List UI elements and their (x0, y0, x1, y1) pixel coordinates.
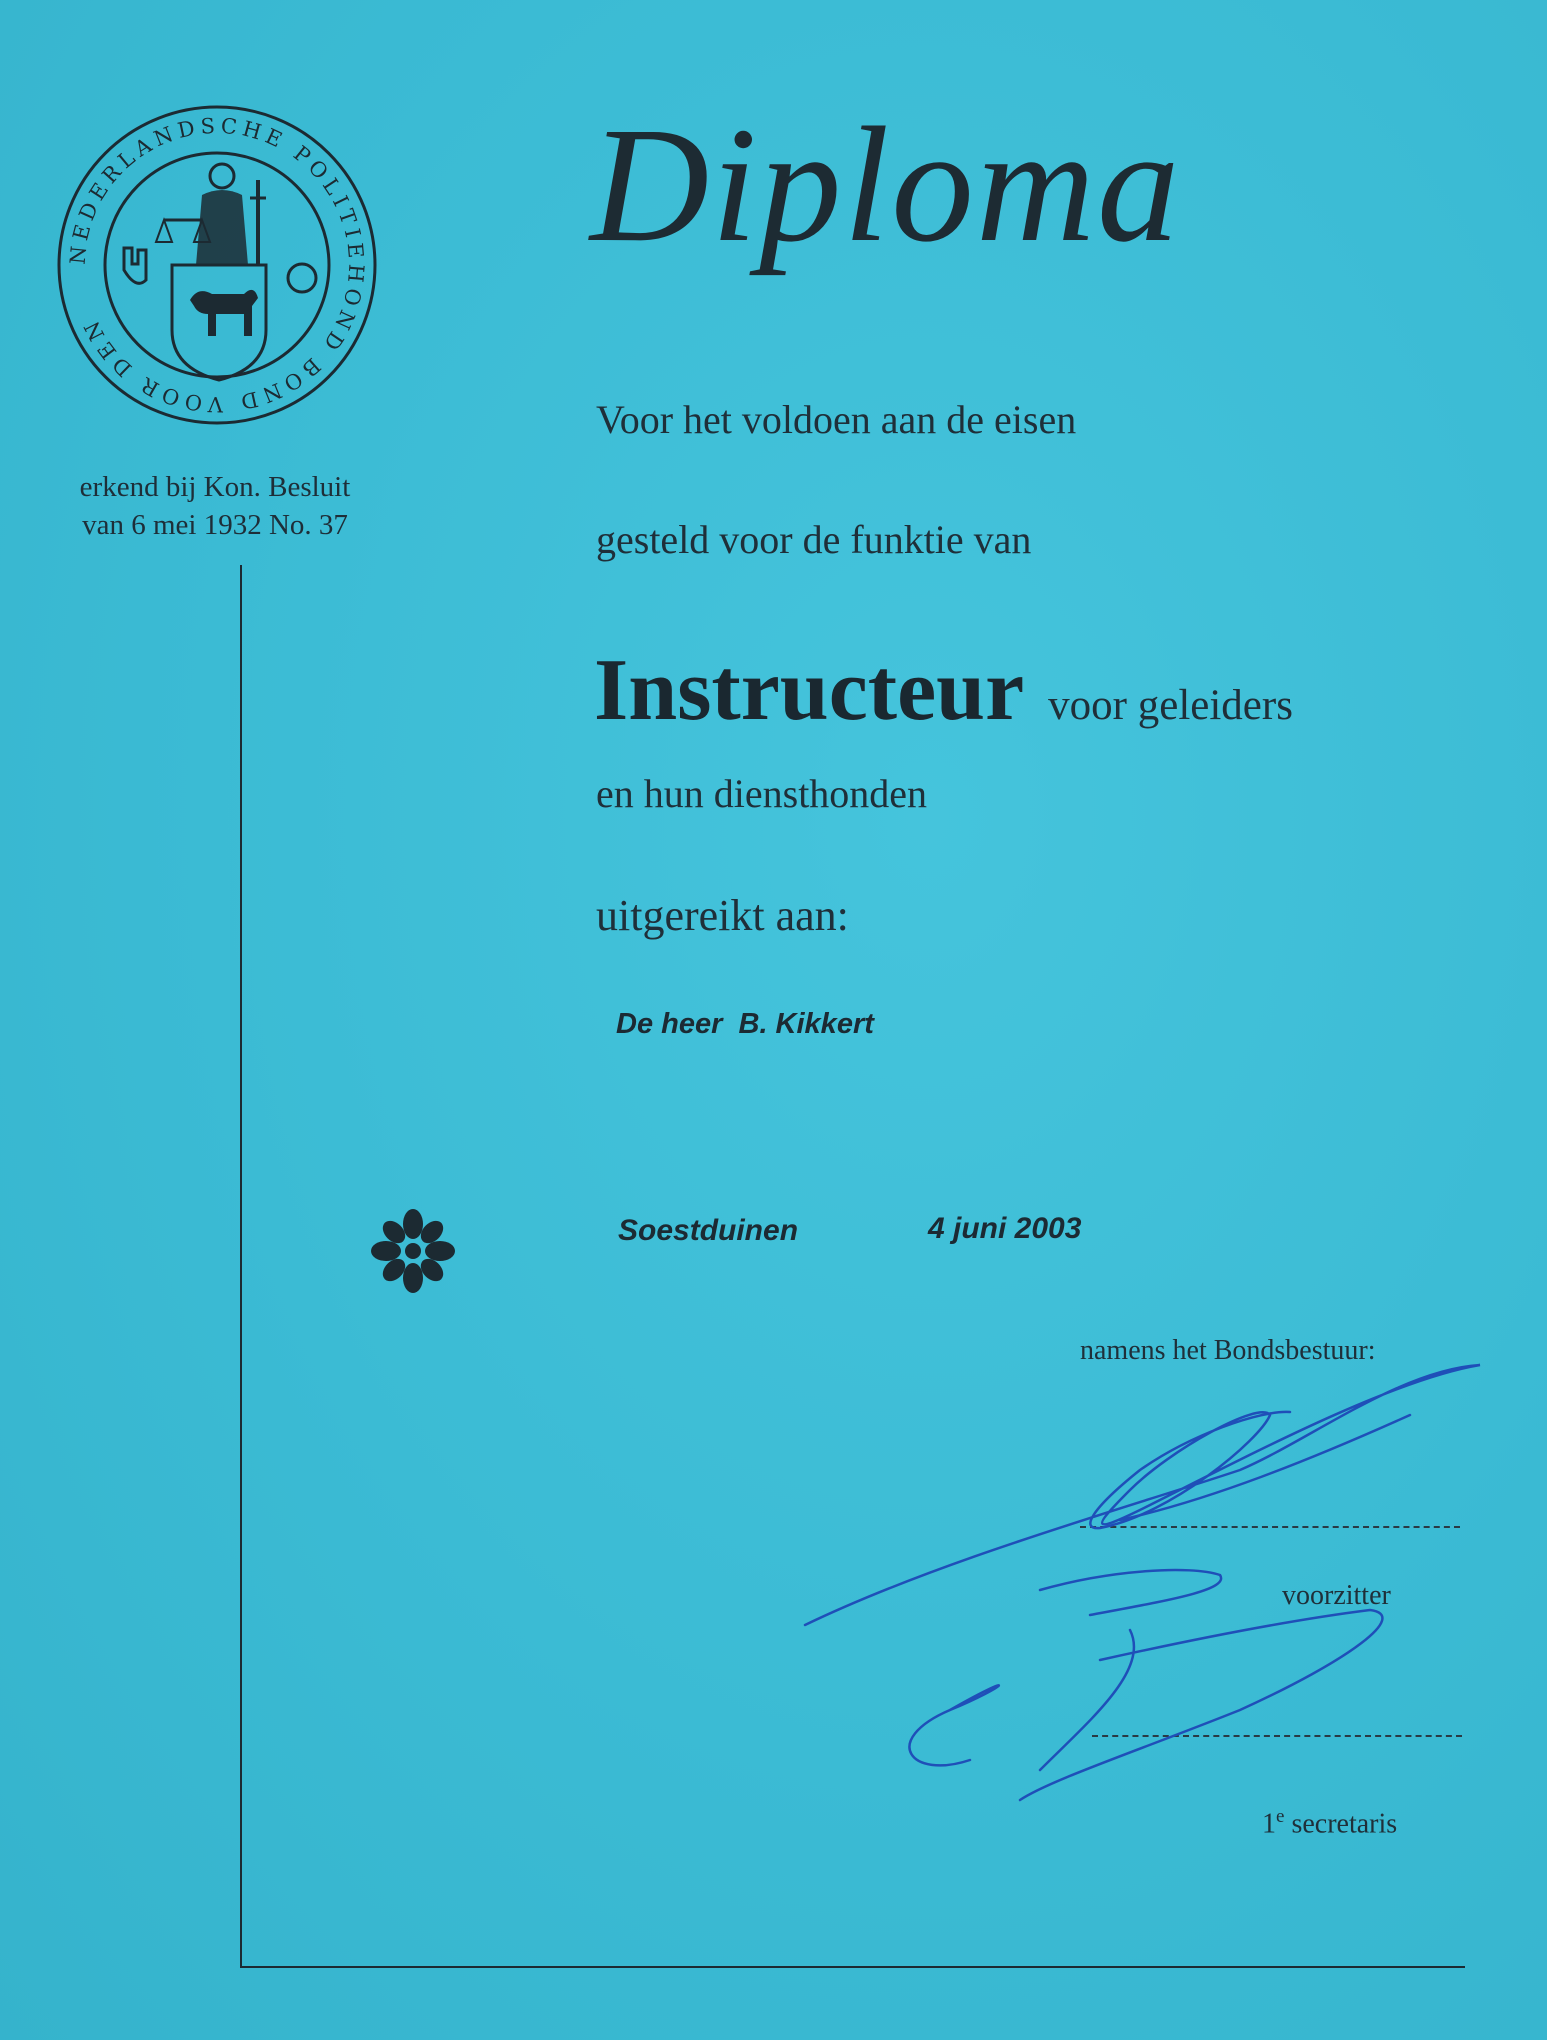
role-sub: voor geleiders (1048, 682, 1293, 729)
place-of-issue: Soestduinen (618, 1214, 799, 1247)
border-horizontal-rule (240, 1966, 1465, 1968)
secretary-ordinal: e (1276, 1806, 1285, 1827)
chair-label: voorzitter (1282, 1580, 1391, 1611)
role-heading (594, 640, 1293, 741)
date-of-issue: 4 juni 2003 (928, 1212, 1082, 1245)
on-behalf-label: namens het Bondsbestuur: (1080, 1335, 1376, 1366)
awarded-to-label: uitgereikt aan: (596, 891, 849, 940)
recognition-line-2: van 6 mei 1932 No. 37 (82, 509, 348, 541)
seal-emblem-icon (52, 100, 382, 430)
body-line-2: gesteld voor de funktie van (596, 517, 1032, 562)
body-line-1: Voor het voldoen aan de eisen (596, 397, 1077, 442)
recognition-line-1: erkend bij Kon. Besluit (79, 471, 351, 503)
svg-text:NEDERLANDSCHE POLITIEHOND BOND: NEDERLANDSCHE POLITIEHOND BOND VOOR DEN (65, 113, 369, 417)
secretary-label (1262, 1806, 1397, 1840)
chair-signature-line (1080, 1526, 1460, 1528)
secretary-word: secretaris (1291, 1808, 1398, 1840)
role-main: Instructeur (594, 642, 1025, 739)
asterisk-icon (368, 1206, 458, 1296)
secretary-signature-line (1092, 1735, 1462, 1737)
role-line-2: en hun diensthonden (596, 771, 928, 816)
secretary-number: 1 (1262, 1808, 1276, 1840)
border-vertical-rule (240, 565, 242, 1968)
recipient-name: De heer B. Kikkert (616, 1008, 874, 1040)
recognition-note (40, 468, 390, 544)
page-title: Diploma (590, 93, 1182, 276)
